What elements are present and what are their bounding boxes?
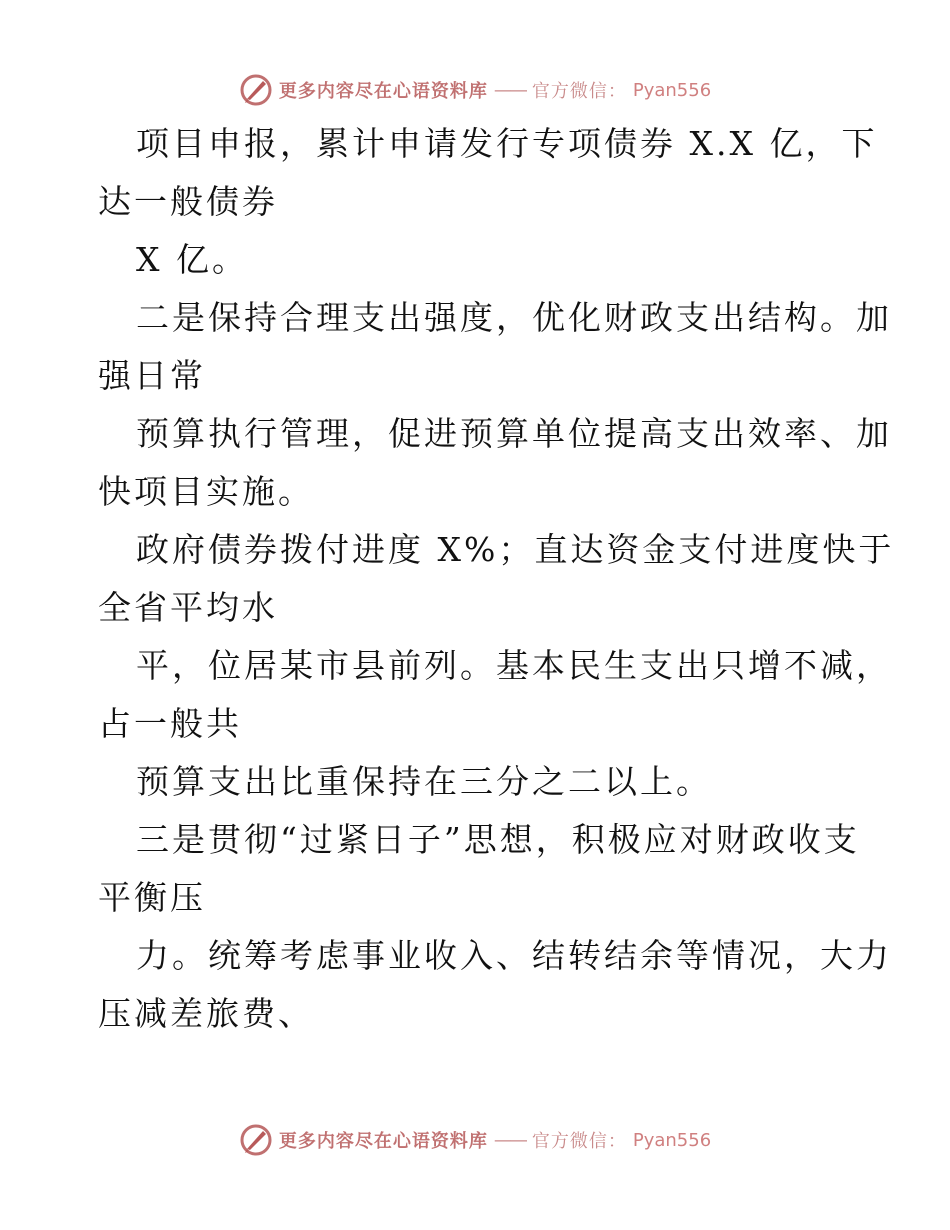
watermark-wechat-id: Pyan556: [632, 79, 712, 101]
text-line: 达一般债券: [98, 182, 278, 221]
watermark-separator: ——: [493, 79, 526, 101]
watermark-suffix: 官方微信：: [531, 1131, 627, 1152]
watermark-wechat-id: Pyan556: [632, 1129, 712, 1151]
text-line: 强日常: [98, 356, 206, 395]
text-line: X 亿。: [136, 240, 248, 279]
text-line: 占一般共: [98, 704, 242, 743]
text-line: 平，位居某市县前列。基本民生支出只增不减，: [136, 646, 892, 685]
footer-watermark: [0, 1120, 950, 1160]
text-line: 项目申报，累计申请发行专项债券 X.X 亿，下: [136, 124, 878, 163]
text-line: 全省平均水: [98, 588, 278, 627]
watermark-separator: ——: [493, 1129, 526, 1151]
watermark-text: 更多内容尽在心语资料库: [278, 81, 488, 102]
quill-logo-icon: [239, 1123, 273, 1157]
text-line: 政府债券拨付进度 X%；直达资金支付进度快于: [136, 530, 895, 569]
quill-logo-icon: [239, 73, 273, 107]
text-line: 力。统筹考虑事业收入、结转结余等情况，大力: [136, 936, 892, 975]
text-line: 三是贯彻“过紧日子”思想，积极应对财政收支: [136, 820, 860, 859]
document-body: [98, 115, 895, 1043]
text-line: 平衡压: [98, 878, 206, 917]
text-line: 预算执行管理，促进预算单位提高支出效率、加: [136, 414, 892, 453]
text-line: 二是保持合理支出强度，优化财政支出结构。加: [136, 298, 892, 337]
header-watermark: [0, 70, 950, 110]
watermark-suffix: 官方微信：: [531, 81, 627, 102]
text-line: 压减差旅费、: [98, 994, 314, 1033]
watermark-text: 更多内容尽在心语资料库: [278, 1131, 488, 1152]
text-line: 预算支出比重保持在三分之二以上。: [136, 762, 712, 801]
text-line: 快项目实施。: [98, 472, 314, 511]
